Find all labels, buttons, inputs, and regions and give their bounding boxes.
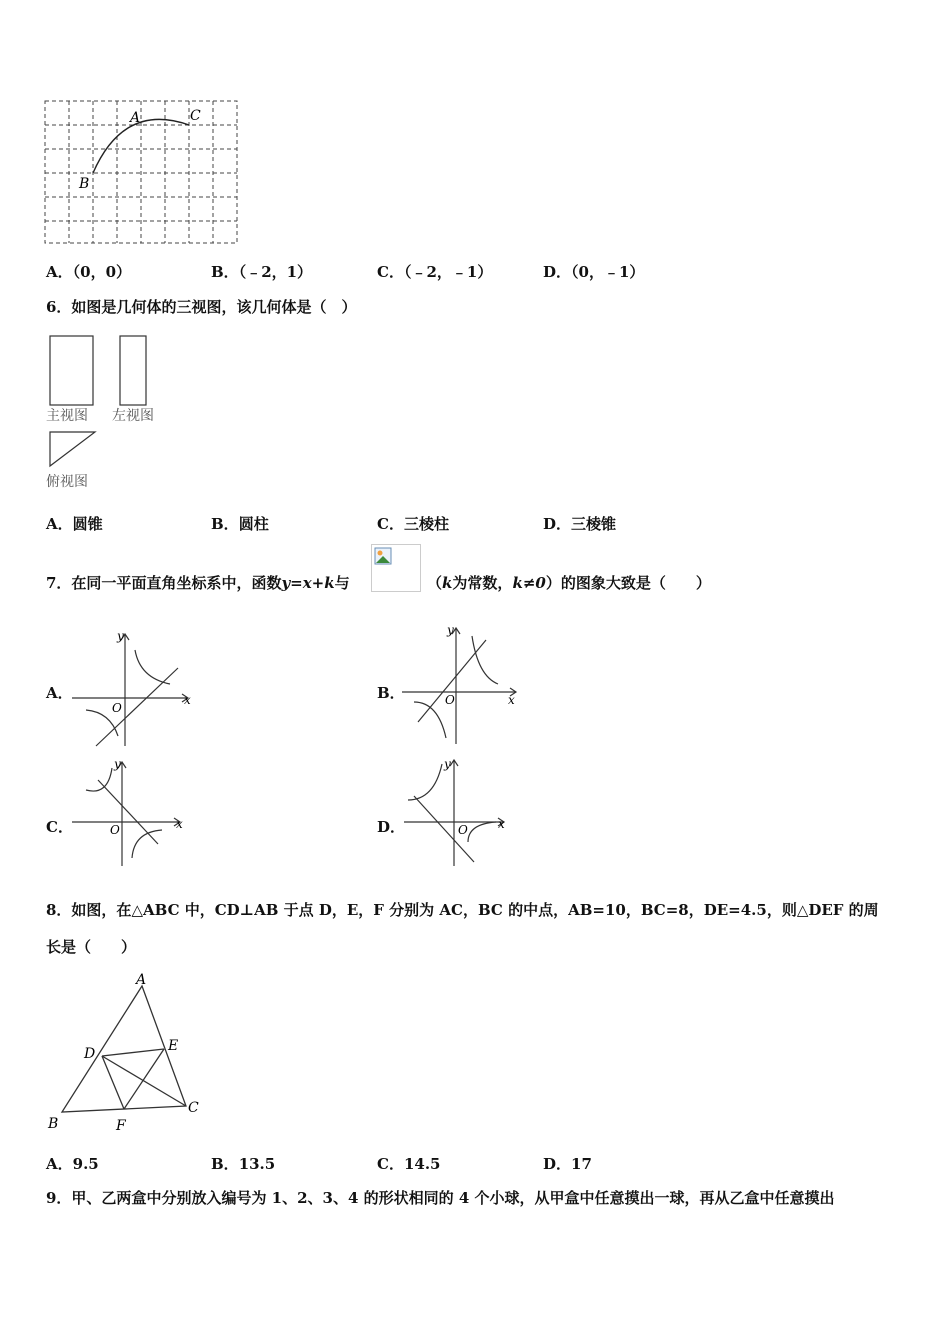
- q6-top-view: [50, 432, 95, 466]
- q8-option-d: D．17: [543, 1155, 592, 1173]
- q6-option-b: B．圆柱: [211, 515, 269, 533]
- q6-left-view: [120, 336, 146, 405]
- q7b-hyperbola-lower: [414, 702, 446, 738]
- q7-graph-d: [400, 756, 525, 868]
- q7b-hyperbola-upper: [472, 636, 498, 684]
- svg-text:O: O: [445, 693, 455, 707]
- q7-stem-part2: （k为常数，k≠0）的图象大致是（ ）: [427, 574, 711, 592]
- q8-stem-line1: 8．如图，在△ABC 中，CD⊥AB 于点 D，E，F 分别为 AC，BC 的中点，AB=10，BC=8，DE=4.5，则△DEF 的周: [46, 901, 879, 919]
- svg-text:x: x: [508, 693, 515, 707]
- q6-front-view-label: 主视图: [46, 408, 88, 424]
- q5-option-c: C．（﹣2，﹣1）: [377, 263, 493, 281]
- q8-de: [102, 1049, 164, 1056]
- svg-text:x: x: [184, 693, 191, 707]
- q7-graph-b: [400, 622, 525, 748]
- svg-text:O: O: [458, 823, 468, 837]
- q7d-hyperbola-upper: [408, 764, 442, 800]
- q7a-line: [96, 668, 178, 746]
- q7-option-d: D．: [377, 818, 406, 836]
- q7-graph-c: [70, 758, 195, 868]
- svg-text:E: E: [168, 1038, 179, 1054]
- q5-grid-figure: [44, 100, 240, 246]
- q6-front-view: [50, 336, 93, 405]
- q7c-hyperbola-upper: [86, 768, 112, 791]
- svg-text:y: y: [117, 629, 124, 643]
- svg-text:y: y: [114, 758, 121, 771]
- q7c-line: [98, 780, 158, 844]
- svg-text:x: x: [176, 817, 183, 831]
- svg-text:y: y: [447, 623, 454, 637]
- q7-stem-part1: 7．在同一平面直角坐标系中，函数y=x+k与: [46, 574, 350, 592]
- q7-option-a: A．: [46, 684, 73, 702]
- q5-option-d: D．（0，﹣1）: [543, 263, 645, 281]
- q5-label-b: B: [79, 176, 90, 192]
- q9-stem-line1: 9．甲、乙两盒中分别放入编号为 1、2、3、4 的形状相同的 4 个小球，从甲盒中任意摸出一球，再从乙盒中任意摸出: [46, 1189, 835, 1207]
- q5-option-a: A．（0，0）: [46, 263, 132, 281]
- svg-text:F: F: [116, 1118, 126, 1134]
- q7a-hyperbola-upper: [135, 650, 170, 684]
- svg-text:O: O: [112, 701, 122, 715]
- q8-option-b: B．13.5: [211, 1155, 276, 1173]
- q6-option-a: A．圆锥: [46, 515, 103, 533]
- q8-ef: [124, 1049, 164, 1109]
- q5-option-b: B．（﹣2，1）: [211, 263, 313, 281]
- svg-text:O: O: [110, 823, 120, 837]
- q8-stem-line2: 长是（ ）: [46, 938, 137, 956]
- q6-top-view-label: 俯视图: [46, 474, 88, 490]
- q8-cd: [102, 1056, 186, 1106]
- q7-option-c: C．: [46, 818, 73, 836]
- q6-left-view-label: 左视图: [112, 408, 154, 424]
- q7d-hyperbola-lower: [468, 822, 496, 842]
- q8-option-a: A．9.5: [46, 1155, 99, 1173]
- svg-text:C: C: [188, 1100, 199, 1116]
- q6-option-c: C．三棱柱: [377, 515, 449, 533]
- svg-text:x: x: [498, 817, 505, 831]
- q8-triangle-figure: [44, 972, 209, 1134]
- svg-text:y: y: [444, 757, 451, 771]
- svg-text:D: D: [84, 1046, 96, 1062]
- broken-image-icon: [374, 547, 394, 567]
- q8-df: [102, 1056, 124, 1109]
- q8-option-c: C．14.5: [377, 1155, 441, 1173]
- q6-option-d: D．三棱锥: [543, 515, 617, 533]
- svg-text:B: B: [48, 1116, 59, 1132]
- q6-stem: 6．如图是几何体的三视图，该几何体是（ ）: [46, 298, 357, 316]
- q7-option-b: B．: [377, 684, 405, 702]
- q7-graph-a: [70, 628, 195, 748]
- q5-label-a: A: [130, 110, 141, 126]
- q5-label-c: C: [190, 108, 201, 124]
- svg-text:A: A: [136, 972, 147, 988]
- q7-broken-image-placeholder: [371, 544, 421, 592]
